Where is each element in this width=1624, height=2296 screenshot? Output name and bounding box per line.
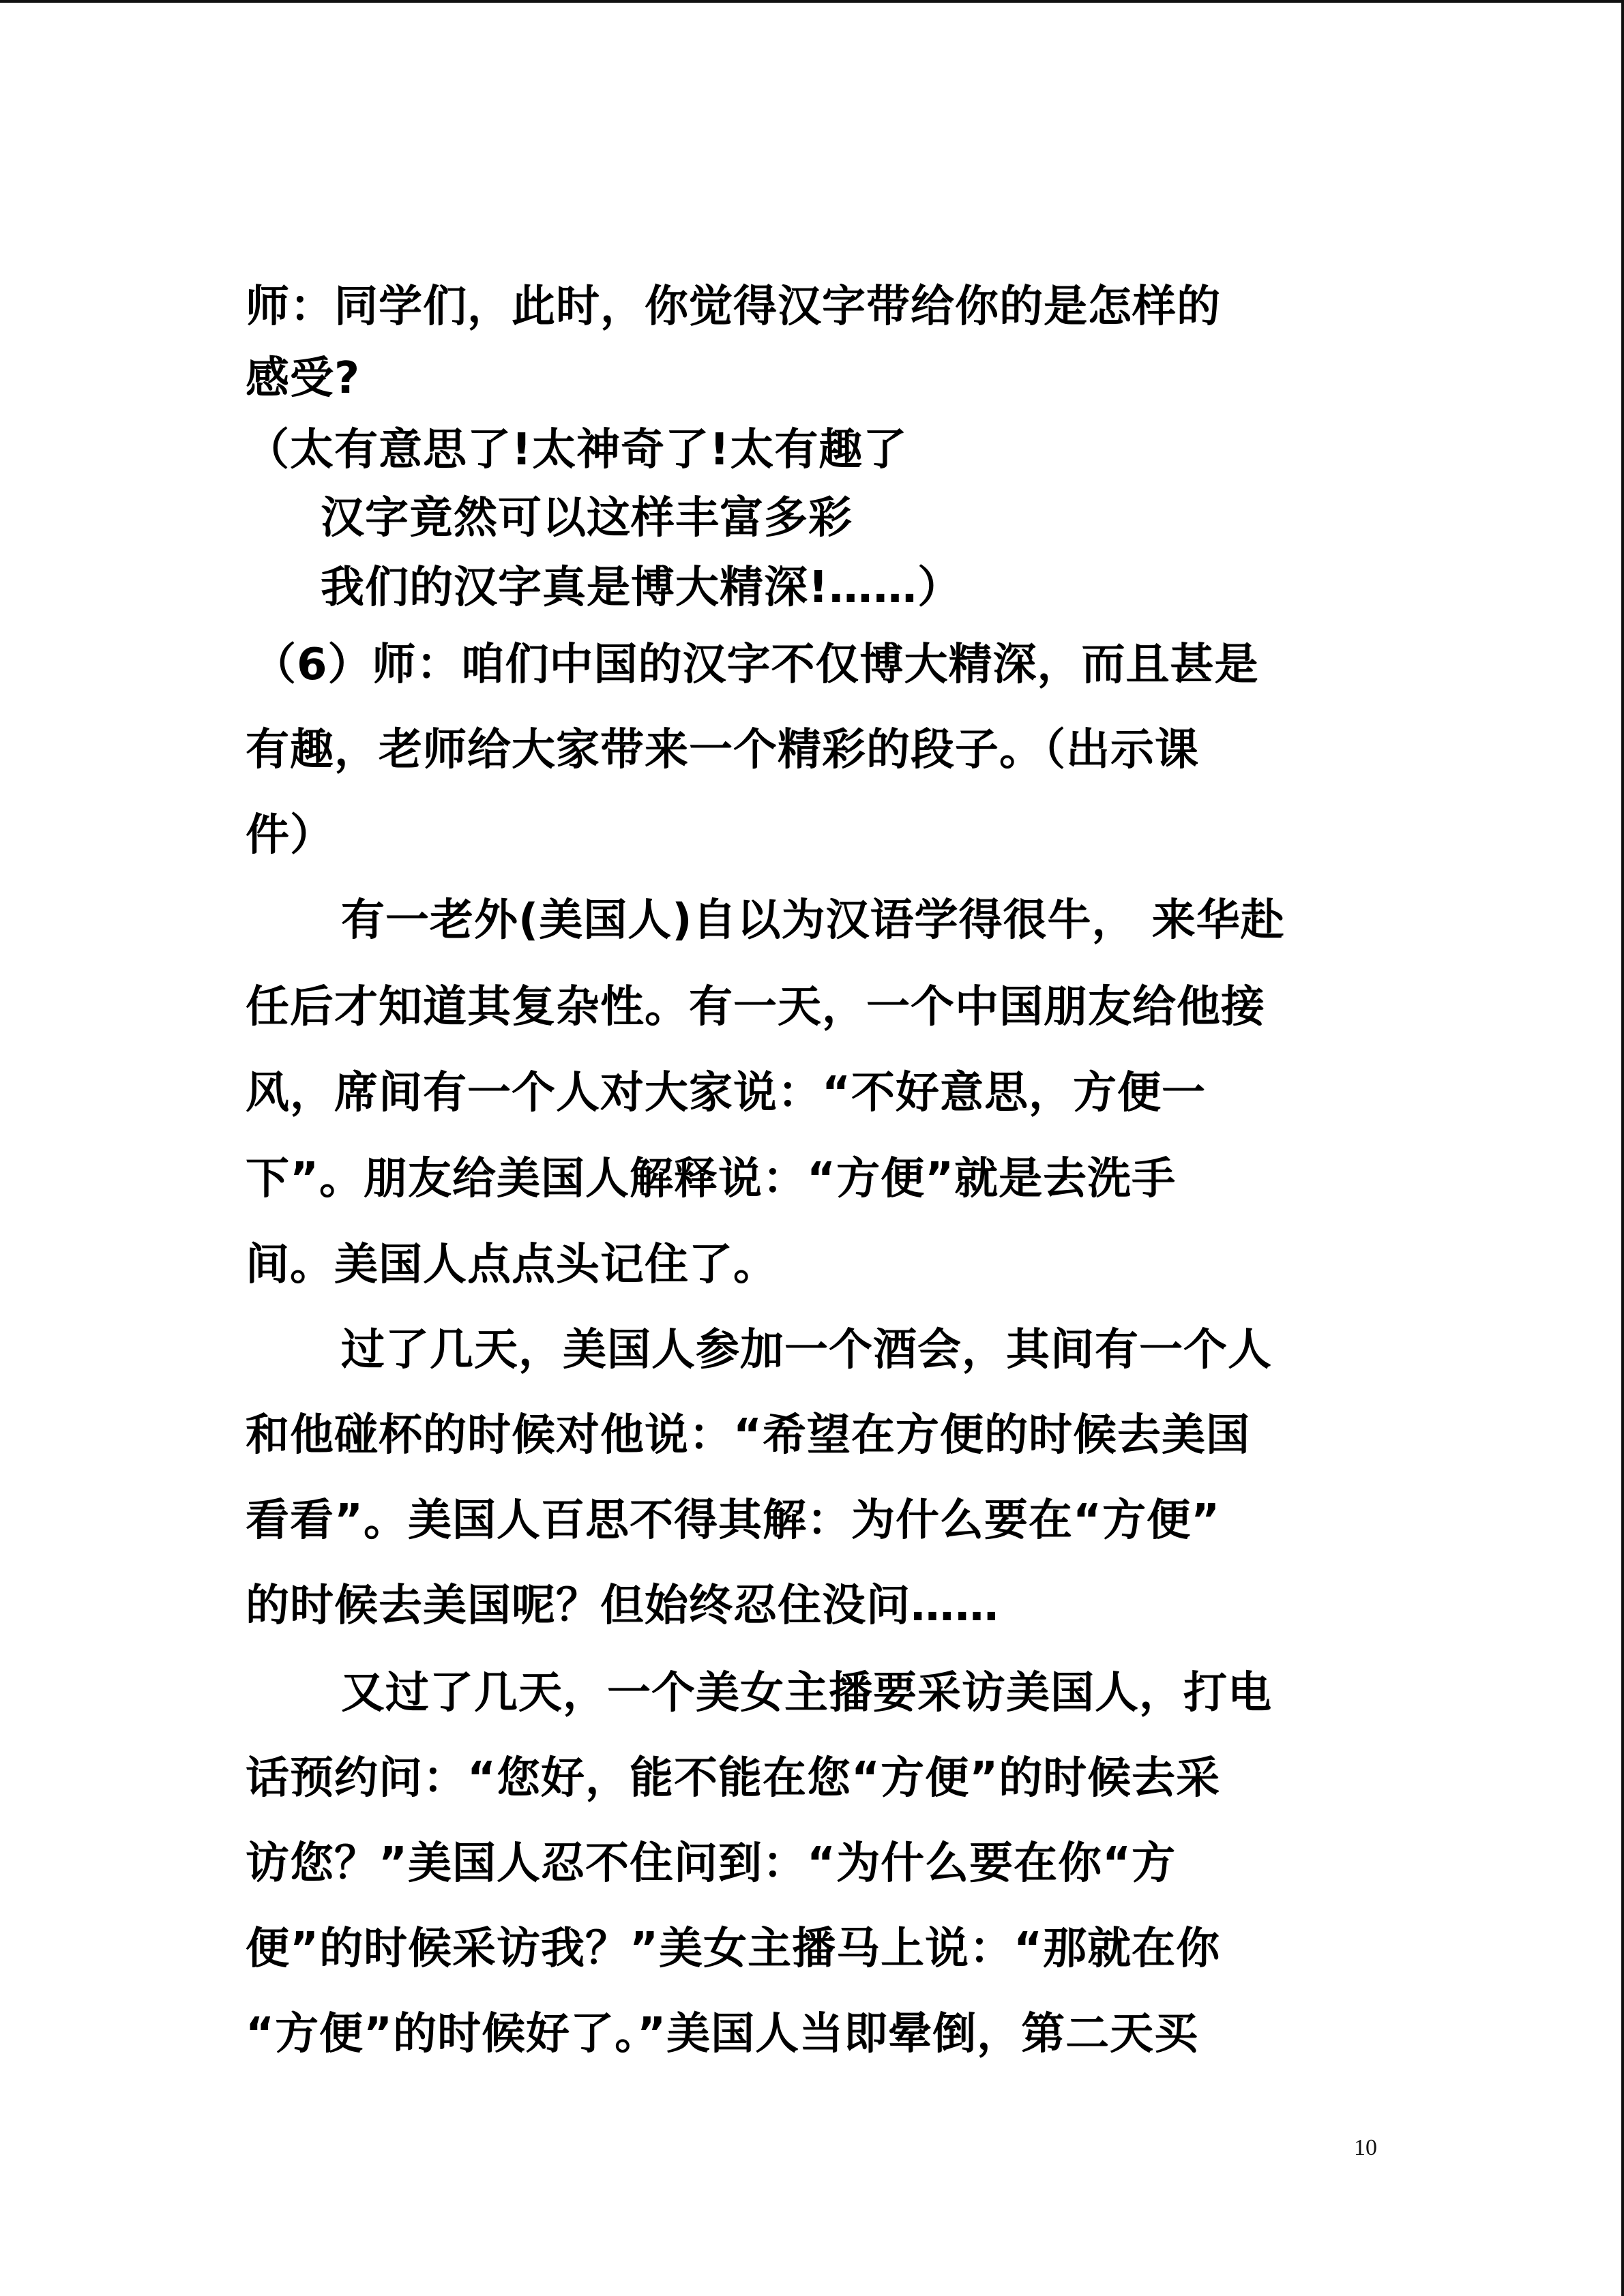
text-line: （太有意思了!太神奇了!太有趣了 [246, 425, 908, 475]
text-line: 又过了几天，一个美女主播要采访美国人，打电 [341, 1668, 1272, 1718]
text-line: 下”。朋友给美国人解释说：“方便”就是去洗手 [246, 1154, 1177, 1204]
text-line: 件） [246, 810, 334, 861]
text-line: 间。美国人点点头记住了。 [246, 1240, 778, 1290]
page-top-border [0, 0, 1624, 3]
page-number: 10 [1354, 2135, 1377, 2160]
text-line: 汉字竟然可以这样丰富多彩 [321, 493, 853, 543]
text-line: 感受? [246, 353, 361, 404]
text-line: 便”的时候采访我？”美女主播马上说：“那就在你 [246, 1924, 1221, 1974]
text-line: 和他碰杯的时候对他说：“希望在方便的时候去美国 [246, 1410, 1251, 1461]
text-line: 师：同学们，此时，你觉得汉字带给你的是怎样的 [246, 282, 1221, 332]
text-line: 风，席间有一个人对大家说：“不好意思，方便一 [246, 1068, 1207, 1118]
text-line: （6）师：咱们中国的汉字不仅博大精深，而且甚是 [252, 640, 1259, 690]
text-line: 过了几天，美国人参加一个酒会，其间有一个人 [341, 1325, 1272, 1375]
text-line: 看看”。美国人百思不得其解：为什么要在“方便” [246, 1495, 1221, 1546]
page-right-border [1621, 0, 1624, 2296]
text-line: 有一老外(美国人)自以为汉语学得很牛， 来华赴 [341, 895, 1285, 946]
text-line: 我们的汉字真是博大精深!……） [321, 563, 962, 613]
text-line: 访您？”美国人忍不住问到：“为什么要在你“方 [246, 1838, 1177, 1889]
text-line: 任后才知道其复杂性。有一天，一个中国朋友给他接 [246, 982, 1265, 1032]
text-line: 的时候去美国呢？但始终忍住没问…… [246, 1581, 999, 1631]
text-line: 话预约问：“您好，能不能在您“方便”的时候去采 [246, 1753, 1221, 1804]
text-line: “方便”的时候好了。”美国人当即晕倒，第二天买 [246, 2009, 1199, 2059]
text-line: 有趣，老师给大家带来一个精彩的段子。（出示课 [246, 725, 1199, 775]
